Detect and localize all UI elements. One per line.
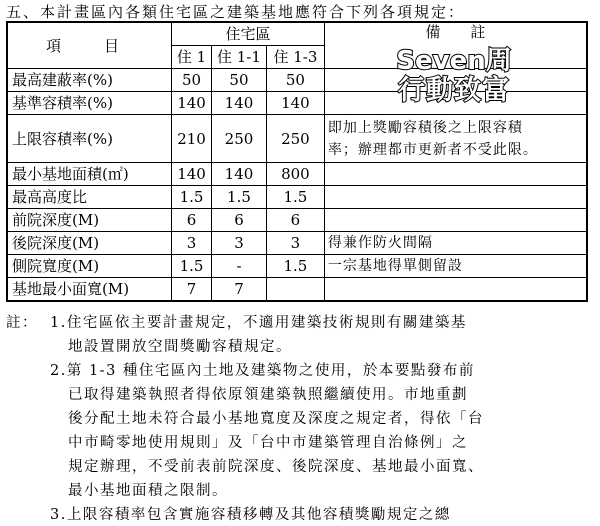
watermark-line-1: Seven周 bbox=[396, 46, 512, 76]
cell-note bbox=[324, 278, 587, 302]
watermark-logo bbox=[384, 46, 524, 106]
cell-value: 6 bbox=[266, 209, 324, 232]
header-remarks: 備 註 bbox=[324, 22, 587, 69]
cell-value: 7 bbox=[172, 278, 212, 302]
cell-value: 140 bbox=[172, 163, 212, 186]
header-zone-1-3: 住 1-3 bbox=[266, 46, 324, 69]
cell-value: - bbox=[212, 255, 267, 278]
header-zone-1-1: 住 1-1 bbox=[212, 46, 267, 69]
row-label: 基地最小面寬(M) bbox=[7, 278, 172, 302]
cell-value: 50 bbox=[172, 69, 212, 92]
cell-value: 140 bbox=[212, 163, 267, 186]
header-item: 項 目 bbox=[7, 22, 172, 69]
note-2-line-4: 中市畸零地使用規則」及「台中市建築管理自治條例」之 bbox=[68, 435, 468, 451]
section-heading: 五、本計畫區內各類住宅區之建築基地應符合下列各項規定： bbox=[6, 3, 466, 21]
cell-value: 6 bbox=[172, 209, 212, 232]
note-1-line-1: 1.住宅區依主要計畫規定，不適用建築技術規則有關建築基 bbox=[50, 315, 467, 331]
row-label: 側院寬度(M) bbox=[7, 255, 172, 278]
cell-value: 3 bbox=[212, 232, 267, 255]
cell-value: 140 bbox=[266, 92, 324, 115]
cell-value: 6 bbox=[212, 209, 267, 232]
row-label: 基準容積率(%) bbox=[7, 92, 172, 115]
watermark-line-2: 行動致富 bbox=[398, 75, 510, 106]
cell-note bbox=[324, 209, 587, 232]
note-line: 即加上獎勵容積後之上限容積 bbox=[327, 119, 523, 136]
cell-value: 140 bbox=[212, 92, 267, 115]
note-line: 率；辦理都市更新者不受此限。 bbox=[327, 141, 538, 158]
cell-value: 50 bbox=[266, 69, 324, 92]
note-2-line-5: 規定辦理，不受前表前院深度、後院深度、基地最小面寬、 bbox=[68, 459, 484, 475]
cell-value: 250 bbox=[212, 115, 267, 163]
cell-note bbox=[324, 186, 587, 209]
cell-note: 一宗基地得單側留設 bbox=[324, 255, 587, 278]
table-row bbox=[7, 232, 587, 255]
cell-value: 50 bbox=[212, 69, 267, 92]
table-header-row bbox=[7, 22, 587, 46]
table-row bbox=[7, 255, 587, 278]
table-row bbox=[7, 186, 587, 209]
cell-value: 1.5 bbox=[172, 186, 212, 209]
cell-value bbox=[266, 278, 324, 302]
cell-value: 1.5 bbox=[266, 255, 324, 278]
cell-value: 3 bbox=[266, 232, 324, 255]
cell-value: 7 bbox=[212, 278, 267, 302]
cell-value: 1.5 bbox=[172, 255, 212, 278]
note-2-line-1: 2.第 1-3 種住宅區內土地及建築物之使用，於本要點發布前 bbox=[50, 363, 475, 379]
cell-note bbox=[324, 163, 587, 186]
table-row bbox=[7, 209, 587, 232]
row-label: 最高建蔽率(%) bbox=[7, 69, 172, 92]
cell-value: 250 bbox=[266, 115, 324, 163]
table-row bbox=[7, 278, 587, 302]
row-label: 最高高度比 bbox=[7, 186, 172, 209]
row-label: 前院深度(M) bbox=[7, 209, 172, 232]
table-row bbox=[7, 115, 587, 163]
cell-value: 800 bbox=[266, 163, 324, 186]
note-3-line-1: 3.上限容積率包含實施容積移轉及其他容積獎勵規定之總 bbox=[50, 507, 451, 523]
cell-value: 210 bbox=[172, 115, 212, 163]
note-2-line-3: 後分配土地未符合最小基地寬度及深度之規定者，得依「台 bbox=[68, 411, 484, 427]
cell-note bbox=[324, 115, 587, 163]
cell-value: 1.5 bbox=[212, 186, 267, 209]
cell-note: 得兼作防火間隔 bbox=[324, 232, 587, 255]
cell-value: 1.5 bbox=[266, 186, 324, 209]
notes-prefix: 註： bbox=[6, 315, 38, 331]
note-2-line-2: 已取得建築執照者得依原領建築執照繼續使用。市地重劃 bbox=[68, 387, 468, 403]
row-label: 上限容積率(%) bbox=[7, 115, 172, 163]
header-zone-group: 住宅區 bbox=[172, 22, 325, 46]
header-zone-1: 住 1 bbox=[172, 46, 212, 69]
table-row bbox=[7, 163, 587, 186]
note-2-line-6: 最小基地面積之限制。 bbox=[68, 483, 228, 499]
cell-value: 3 bbox=[172, 232, 212, 255]
note-1-line-2: 地設置開放空間獎勵容積規定。 bbox=[68, 339, 292, 355]
row-label: 後院深度(M) bbox=[7, 232, 172, 255]
cell-value: 140 bbox=[172, 92, 212, 115]
row-label: 最小基地面積(㎡) bbox=[7, 163, 172, 186]
